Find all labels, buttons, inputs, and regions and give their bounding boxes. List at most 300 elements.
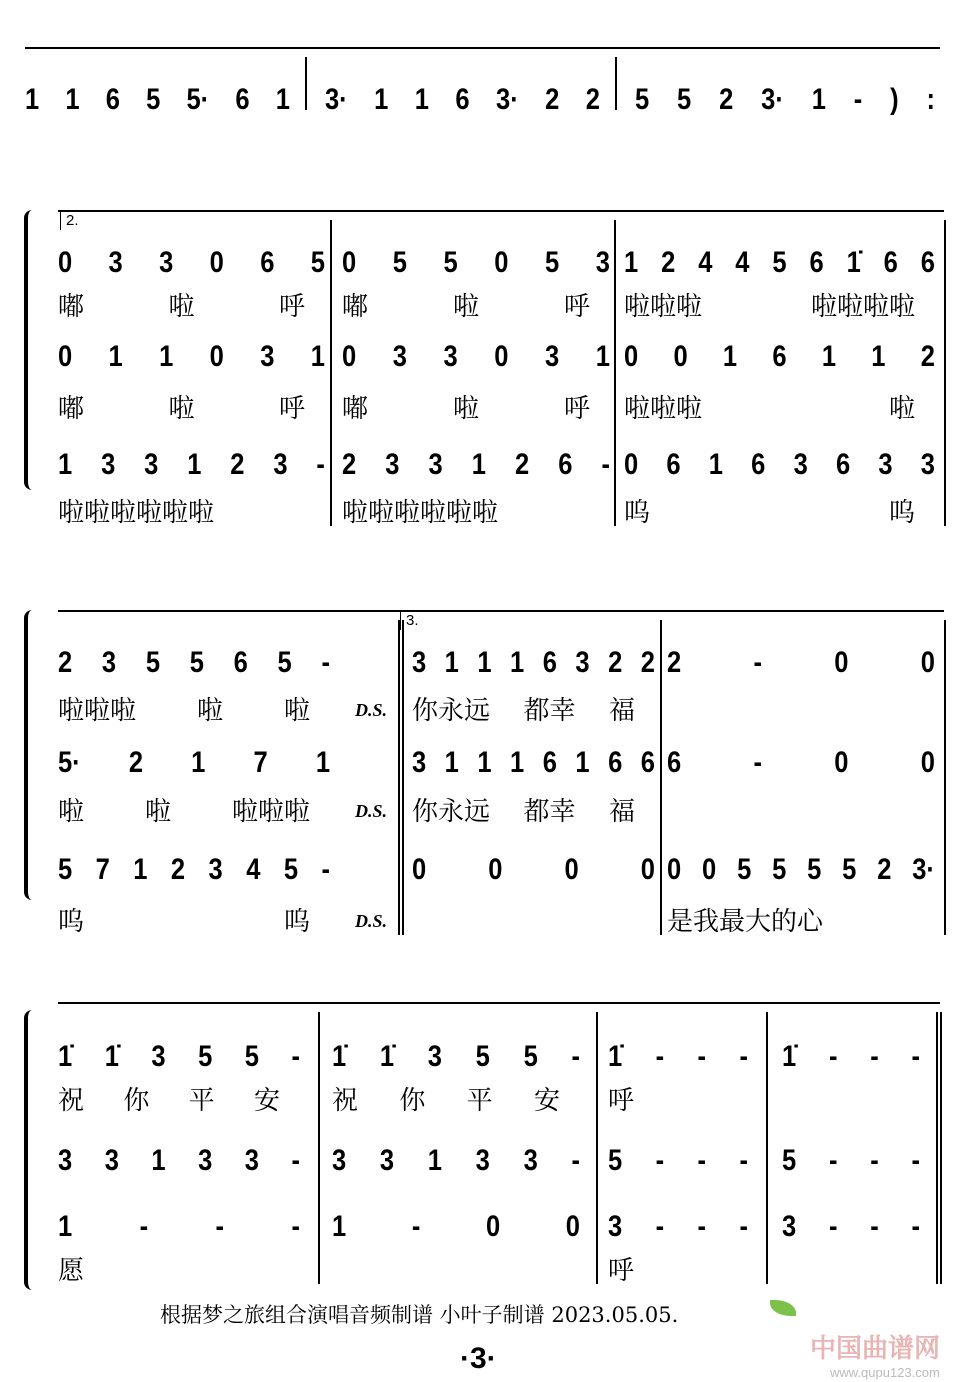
lyrics-line [58,290,305,324]
note: 1̇ [782,1040,797,1073]
note: 0 [920,646,935,679]
note: - [571,1144,580,1177]
note: - [739,1144,748,1177]
note: 5 [310,246,325,279]
note: 6 [542,746,557,779]
note: 3 [58,1144,73,1177]
lyric-word: 啦 [144,797,171,827]
note: 3 [878,448,893,481]
system-bracket [24,610,33,900]
note: - [291,1144,300,1177]
note: 3 [260,340,275,373]
note: 1 [811,83,826,116]
barline [614,220,616,526]
measure-notes [667,643,935,683]
note: 0 [624,448,639,481]
lyric-word: 你永远 [412,797,491,827]
measure-notes [342,243,610,283]
note: 0 [565,1210,580,1243]
note: 6 [608,746,623,779]
lyric-word: 平 [188,1086,215,1116]
note: 2 [667,646,682,679]
note: 0 [209,340,224,373]
note: 5 [145,646,160,679]
lyrics-line [608,1254,728,1288]
barline [318,1012,320,1284]
note: - [828,1144,838,1177]
lyric-word: 安 [533,1086,560,1116]
barline [944,620,946,935]
note: 1 [65,83,80,116]
lyric-word: 啦 [168,292,195,322]
note: 0 [920,746,935,779]
system-top-line [58,1002,940,1004]
note: 0 [564,853,579,886]
measure-notes [412,743,655,783]
note: 5 [244,1040,259,1073]
note: 4 [735,246,750,279]
lyric-word: 福 [608,797,635,827]
note: 6 [751,448,766,481]
note: 1 [332,1210,347,1243]
note: 1 [477,646,492,679]
system-bracket [24,210,33,490]
note: 6 [235,83,250,116]
lyrics-line [412,795,635,829]
note: 1 [108,340,123,373]
note: 3 [101,448,116,481]
note: - [215,1210,225,1243]
note: 7 [253,746,268,779]
note: 0 [834,646,849,679]
note: 1 [414,83,429,116]
lyric-word: 你 [123,1086,150,1116]
system-top-line [25,47,940,49]
lyric-word: 呜 [624,498,651,528]
note: - [411,1210,421,1243]
measure-notes [332,1141,580,1181]
lyric-word: 呜 [58,907,85,937]
lyrics-line [624,496,915,530]
measure-notes [58,337,325,377]
note: - [828,1210,838,1243]
note: - [316,448,325,481]
note: 3 [412,646,427,679]
measure-notes [58,445,325,485]
note: - [911,1144,920,1177]
note: 5 [392,246,407,279]
note: 1 [871,340,886,373]
measure-notes [667,743,935,783]
lyric-word: 啦 [196,696,223,726]
note: 6 [920,246,935,279]
lyric-word: 啦啦啦啦啦啦 [58,498,215,528]
note: 1 [151,1144,166,1177]
lyric-word: 平 [466,1086,493,1116]
lyric-word: 你永远 [412,696,491,726]
barline [615,57,617,110]
note: - [291,1040,300,1073]
note: 0 [673,340,688,373]
note: 2 [128,746,144,779]
lyrics-line [342,496,590,530]
system-top-line [58,210,944,212]
lyrics-line [332,1084,560,1118]
lyric-word: 呼 [563,292,590,322]
watermark-logo: 中国曲谱网 [810,1333,941,1363]
note: 0 [412,853,427,886]
note: 6 [835,448,851,481]
note: 1 [187,448,202,481]
note: - [853,83,863,116]
lyric-word: 啦 [58,797,85,827]
note: 1̇ [379,1040,395,1073]
lyric-word: 啦啦啦 [624,394,703,424]
note: - [828,1040,838,1073]
lyric-word: 啦啦啦 [624,292,703,322]
note: 0 [640,853,655,886]
note: - [911,1210,920,1243]
lyric-word: 都幸 [523,797,576,827]
lyric-word: 啦啦啦啦啦啦 [342,498,499,528]
note: 1 [427,1144,442,1177]
note: 3 [475,1144,490,1177]
note: 3 [244,1144,259,1177]
note: 1 [575,746,590,779]
measure-notes [342,445,610,485]
note: 2 [661,246,676,279]
note: 5 [283,853,299,886]
note: 1 [275,83,290,116]
footer-credit: 根据梦之旅组合演唱音频制谱 小叶子制谱 2023.05.05. [160,1303,679,1327]
note: 1 [595,340,610,373]
note: 2 [640,646,655,679]
lyric-word: 呼 [278,394,305,424]
note: - [870,1210,879,1243]
note: 6 [233,646,248,679]
note: 1 [624,246,639,279]
note: 1 [471,448,486,481]
volta-bracket [60,210,61,230]
lyric-word: 嘟 [58,394,85,424]
note: 6 [666,448,681,481]
note: 0 [834,746,849,779]
note: 6 [883,246,898,279]
note: 3 [151,1040,166,1073]
note: - [601,448,610,481]
lyrics-line [58,496,305,530]
note: 5 [608,1144,623,1177]
measure-notes [332,1037,580,1077]
note: 0 [624,340,639,373]
lyric-word: 呼 [608,1256,635,1286]
measure-notes [635,80,935,120]
note: 5 [737,853,752,886]
lyrics-line [58,1254,280,1288]
lyrics-line [58,1084,280,1118]
note: 3 [443,340,458,373]
measure-notes [58,743,330,783]
note: 2 [514,448,530,481]
volta-bracket [400,610,401,630]
measure-notes [58,643,330,683]
note: 0 [342,340,357,373]
note: 5· [58,746,81,779]
measure-notes [624,445,935,485]
lyric-word: 啦啦啦 [231,797,310,827]
note: 3 [208,853,223,886]
note: 3· [496,83,519,116]
note: 3· [912,853,935,886]
note: - [753,646,762,679]
note: 3 [575,646,590,679]
note: - [655,1210,665,1243]
note: - [139,1210,149,1243]
note: 1̇ [58,1040,73,1073]
note: 3 [108,246,123,279]
note: 1 [510,646,525,679]
note: 3 [198,1144,213,1177]
note: 3 [428,448,443,481]
lyric-word: 啦 [452,394,479,424]
note: 3 [427,1040,442,1073]
note: 0 [667,853,682,886]
measure-notes [58,1207,300,1247]
note: 3 [101,646,117,679]
note: 5 [545,246,560,279]
lyrics-line [58,905,310,939]
lyric-word: 呜 [888,498,915,528]
note: 7 [95,853,110,886]
barline [305,57,307,110]
barline [940,1012,942,1284]
note: 3 [104,1144,119,1177]
lyric-word: 呼 [563,394,590,424]
note: 5 [443,246,458,279]
lyric-word: 呼 [608,1086,635,1116]
note: 2 [585,83,600,116]
lyrics-line [58,392,305,426]
measure-notes [58,850,330,890]
note: 3 [392,340,407,373]
note: 6 [640,746,655,779]
note: 2 [170,853,186,886]
note: - [911,1040,920,1073]
note: 1 [191,746,206,779]
note: 1 [821,340,837,373]
dal-segno-marking: D.S. [355,801,388,821]
measure-notes [58,1037,300,1077]
note: - [739,1040,748,1073]
lyric-word: 啦 [168,394,195,424]
lyric-word: 啦 [283,696,310,726]
note: 0 [58,246,73,279]
note: 2 [920,340,935,373]
lyrics-line [667,905,915,939]
lyric-word: 愿 [58,1256,85,1286]
note: 2 [608,646,623,679]
note: 3 [920,448,935,481]
watermark-url: www.qupu123.com [830,1365,940,1380]
note: - [697,1040,707,1073]
note: 1̇ [846,246,861,279]
note: 5 [277,646,292,679]
note: 3 [379,1144,395,1177]
note: 1 [159,340,174,373]
lyric-word: 呜 [283,907,310,937]
note: 6 [260,246,275,279]
note: 1 [315,746,330,779]
page-number: ·3· [460,1342,497,1375]
note: 1 [133,853,148,886]
measure-notes [608,1141,748,1181]
note: 1 [708,448,723,481]
system-bracket [24,1010,33,1290]
note: 2 [342,448,357,481]
note: 5 [189,646,204,679]
volta-number: 2. [66,212,79,229]
note: 1 [477,746,492,779]
measure-notes [332,1207,580,1247]
note: 1 [722,340,738,373]
note: 1 [510,746,525,779]
note: 6 [772,340,787,373]
measure-notes [667,850,935,890]
note: 0 [702,853,717,886]
barline [766,1012,768,1284]
note: ) [890,83,899,116]
note: 2 [877,853,892,886]
lyric-word: 啦 [452,292,479,322]
note: 5 [146,83,161,116]
measure-notes [412,850,655,890]
note: - [571,1040,580,1073]
note: 6 [809,246,824,279]
system-top-line [58,610,944,612]
lyric-word: 啦啦啦啦 [810,292,915,322]
note: - [697,1210,707,1243]
lyric-word: 啦啦啦 [58,696,137,726]
note: 1 [58,448,73,481]
note: - [697,1144,707,1177]
lyric-word: 呼 [278,292,305,322]
note: 3 [144,448,159,481]
measure-notes [58,1141,300,1181]
note: 3 [385,448,400,481]
note: 5 [772,246,787,279]
note: 0 [58,340,73,373]
note: 5 [772,853,787,886]
note: - [655,1040,665,1073]
lyric-word: 嘟 [342,394,369,424]
note: 0 [494,246,509,279]
barline [660,620,662,935]
note: 4 [698,246,713,279]
note: 6 [558,448,573,481]
lyrics-line [342,392,590,426]
measure-notes [624,243,935,283]
note: 5 [198,1040,213,1073]
note: 1 [25,83,40,116]
note: 3 [793,448,808,481]
note: 3 [332,1144,347,1177]
note: 3 [159,246,174,279]
measure-notes [608,1037,748,1077]
measure-notes [342,337,610,377]
barline [944,220,946,526]
note: - [870,1144,879,1177]
dal-segno-marking: D.S. [355,700,388,720]
note: - [655,1144,665,1177]
leaf-icon [770,1300,796,1316]
note: - [870,1040,879,1073]
note: 6 [105,83,120,116]
measure-notes [58,243,325,283]
note: 4 [246,853,261,886]
note: 5 [635,83,650,116]
note: 5 [677,83,692,116]
note: 6 [455,83,470,116]
volta-number: 3. [406,612,419,629]
note: 1 [374,83,389,116]
note: 3· [761,83,784,116]
measure-notes [25,80,290,120]
note: - [291,1210,300,1243]
note: - [321,646,330,679]
dal-segno-marking: D.S. [355,911,388,931]
note: 5 [475,1040,490,1073]
note: 3 [412,746,427,779]
measure-notes [782,1037,920,1077]
barline [330,220,332,526]
measure-notes [608,1207,748,1247]
note: 2 [230,448,245,481]
note: 2 [719,83,734,116]
barline [402,620,404,935]
note: 1 [58,1210,73,1243]
lyrics-line [624,392,915,426]
barline [398,620,400,935]
note: 5 [58,853,73,886]
lyric-word: 安 [253,1086,280,1116]
note: : [926,83,935,116]
lyric-word: 嘟 [342,292,369,322]
note: 0 [485,1210,501,1243]
note: 1 [310,340,325,373]
lyrics-line [608,1084,728,1118]
note: 5 [807,853,822,886]
measure-notes [624,337,935,377]
measure-notes [412,643,655,683]
note: - [321,853,330,886]
note: - [753,746,762,779]
note: 3 [523,1144,538,1177]
note: 0 [342,246,357,279]
lyrics-line [58,694,310,728]
lyric-word: 都幸 [523,696,576,726]
lyric-word: 嘟 [58,292,85,322]
note: 6 [667,746,682,779]
lyric-word: 祝 [58,1086,85,1116]
note: 3 [595,246,610,279]
note: 5 [842,853,857,886]
note: 0 [494,340,509,373]
note: 1 [444,646,459,679]
note: 0 [488,853,503,886]
note: 3 [545,340,560,373]
measure-notes [782,1141,920,1181]
lyrics-line [412,694,635,728]
